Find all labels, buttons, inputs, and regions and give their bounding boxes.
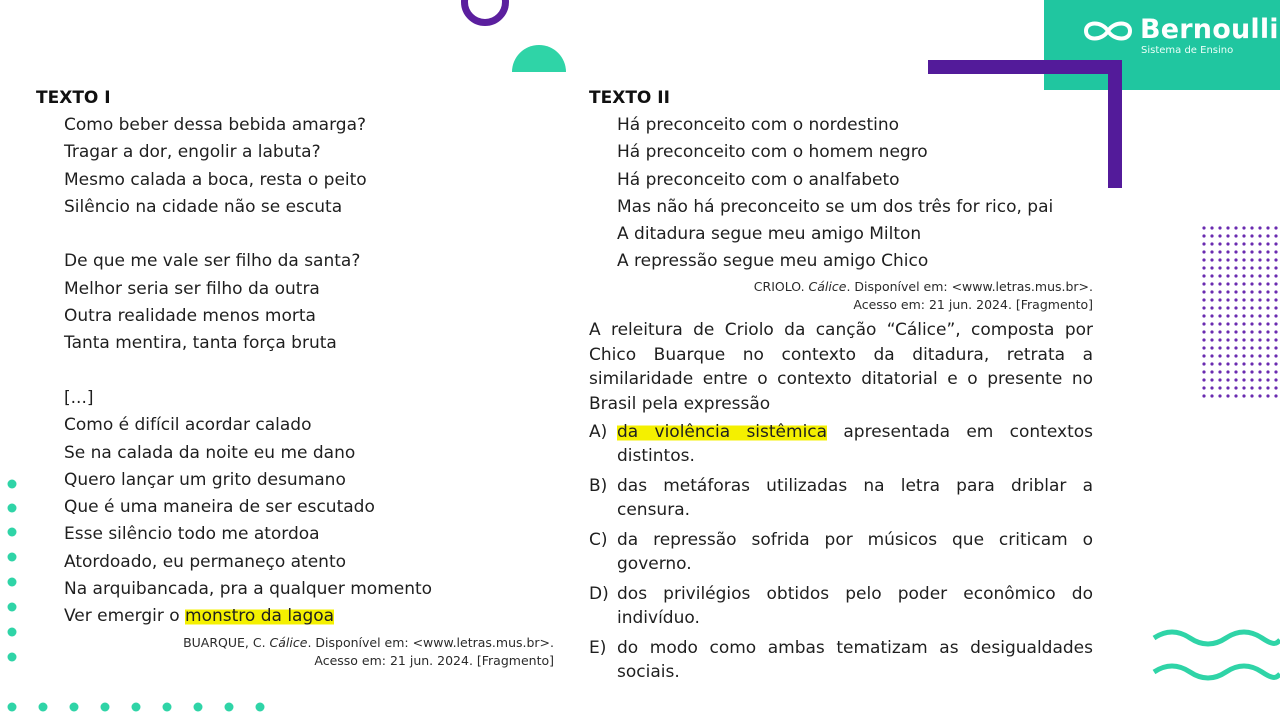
option-letter: C) <box>589 530 608 550</box>
decorative-half-circle <box>512 45 566 72</box>
highlighted-phrase: da violência sistêmica <box>617 422 828 442</box>
option-d[interactable] <box>589 582 1093 630</box>
brand-tagline: Sistema de Ensino <box>1141 45 1234 56</box>
option-letter: D) <box>589 584 609 604</box>
citation-line-1 <box>660 278 1093 296</box>
poem-line: Há preconceito com o homem negro <box>617 142 928 163</box>
option-c[interactable] <box>589 528 1093 576</box>
poem-line: A ditadura segue meu amigo Milton <box>617 224 922 245</box>
option-text: dos privilégios obtidos pelo poder econômico do indivíduo. <box>617 584 1093 628</box>
decorative-waves <box>1152 628 1280 692</box>
option-letter: E) <box>589 638 607 658</box>
option-text: das metáforas utilizadas na letra para driblar a censura. <box>617 476 1093 520</box>
option-e[interactable] <box>589 636 1093 684</box>
texto-i-citation <box>120 634 554 670</box>
option-text <box>617 420 1093 468</box>
poem-line: Que é uma maneira de ser escutado <box>64 497 375 518</box>
decorative-bracket-side <box>1108 60 1122 188</box>
highlighted-phrase: monstro da lagoa <box>185 606 335 627</box>
poem-line: Há preconceito com o nordestino <box>617 115 900 135</box>
poem-ellipsis: [...] <box>64 387 94 408</box>
poem-line: Mesmo calada a boca, resta o peito <box>64 169 367 190</box>
poem-line: Há preconceito com o analfabeto <box>617 169 900 190</box>
option-a-rest: apresentada em contextos distintos. <box>617 422 1093 466</box>
poem-line: De que me vale ser filho da santa? <box>64 251 361 272</box>
decorative-bracket-top <box>928 60 1122 74</box>
texto-ii-poem <box>617 112 1097 276</box>
texto-i-heading: TEXTO I <box>36 88 111 108</box>
poem-line: Outra realidade menos morta <box>64 306 316 327</box>
poem-line: Tragar a dor, engolir a labuta? <box>64 142 321 163</box>
poem-line: Se na calada da noite eu me dano <box>64 442 356 463</box>
option-a[interactable] <box>589 420 1093 468</box>
infinity-logo-icon <box>1080 17 1136 45</box>
option-letter: B) <box>589 476 608 496</box>
citation-author: CRIOLO. <box>753 279 809 294</box>
poem-line: Como é difícil acordar calado <box>64 415 312 436</box>
answer-options <box>589 420 1093 690</box>
poem-line: Esse silêncio todo me atordoa <box>64 524 320 545</box>
poem-last-line-prefix: Ver emergir o <box>64 606 186 627</box>
poem-line: Mas não há preconceito se um dos três for rico, pai <box>617 196 1054 217</box>
poem-line: Na arquibancada, pra a qualquer momento <box>64 579 433 600</box>
citation-available: . Disponível em: <www.letras.mus.br>. <box>307 635 554 650</box>
citation-access: Acesso em: 21 jun. 2024. [Fragmento] <box>314 653 554 668</box>
texto-i-poem <box>64 112 544 631</box>
poem-stanza-break <box>64 358 544 385</box>
question-stem: A releitura de Criolo da canção “Cálice”, composta por Chico Buarque no contexto da ditadura, retrata a similaridade entre o contexto ditatorial e o presente no Brasil pela expressão <box>589 320 1093 414</box>
option-letter: A) <box>589 422 608 442</box>
poem-last-line <box>64 603 544 630</box>
poem-line: Tanta mentira, tanta força bruta <box>64 333 337 354</box>
poem-line: Melhor seria ser filho da outra <box>64 278 320 299</box>
citation-access: Acesso em: 21 jun. 2024. [Fragmento] <box>853 297 1093 312</box>
poem-line: Quero lançar um grito desumano <box>64 469 346 490</box>
decorative-dot-grid <box>1200 224 1280 402</box>
citation-author: BUARQUE, C. <box>183 635 270 650</box>
poem-line: Como beber dessa bebida amarga? <box>64 115 367 135</box>
citation-work: Cálice <box>269 635 308 650</box>
option-text: do modo como ambas tematizam as desigualdades sociais. <box>617 638 1093 682</box>
option-text: da repressão sofrida por músicos que criticam o governo. <box>617 530 1093 574</box>
citation-available: . Disponível em: <www.letras.mus.br>. <box>846 279 1093 294</box>
poem-line: Atordoado, eu permaneço atento <box>64 551 347 572</box>
poem-line: Silêncio na cidade não se escuta <box>64 196 343 217</box>
decorative-dots-left <box>4 476 20 676</box>
citation-work: Cálice <box>808 279 847 294</box>
texto-ii-heading: TEXTO II <box>589 88 670 108</box>
option-b[interactable] <box>589 474 1093 522</box>
poem-line: A repressão segue meu amigo Chico <box>617 251 929 272</box>
decorative-dots-bottom <box>4 700 274 716</box>
decorative-ring <box>461 0 509 26</box>
poem-stanza-break <box>64 221 544 248</box>
texto-ii-citation <box>660 278 1093 314</box>
citation-line-1 <box>120 634 554 652</box>
brand-name: Bernoulli <box>1140 14 1279 45</box>
